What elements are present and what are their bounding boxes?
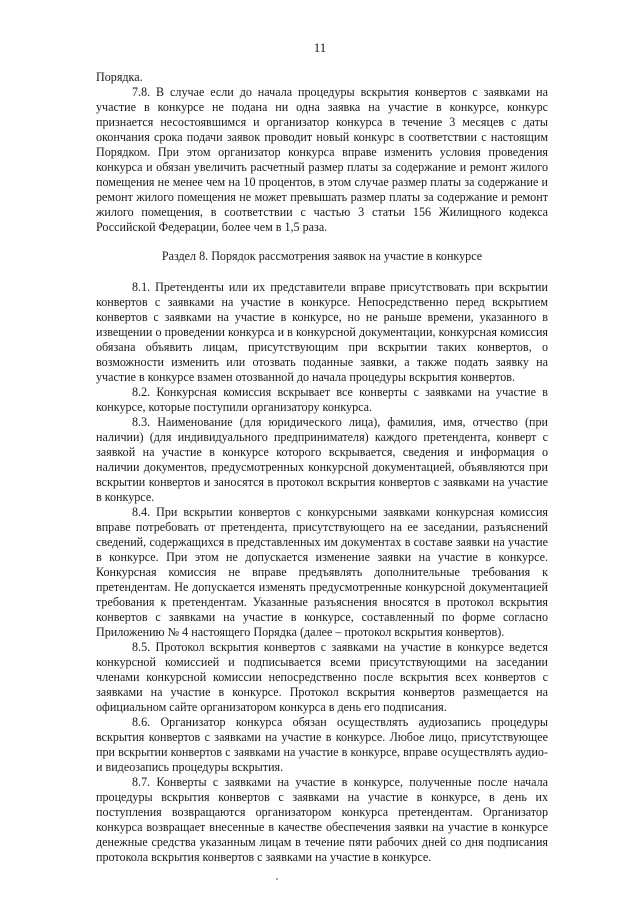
section-heading: Раздел 8. Порядок рассмотрения заявок на участие в конкурсе	[161, 249, 483, 263]
paragraph-8-4: 8.4. При вскрытии конвертов с конкурсными заявками конкурсная комиссия вправе потребовать от претендента, присутствующего на ее заседании, разъяснений сведений, содержащихся в представленных им документах в составе заявки на участие в конкурсе. При этом не допускается изменение заявки на участие в конкурсе. Конкурсная комиссия не вправе предъявлять дополнительные требования к претендентам. Не допускается изменять предусмотренные конкурсной документацией требования к претендентам. Указанные разъяснения вносятся в протокол вскрытия конвертов с заявками на участие в конкурсе, составленный по форме согласно Приложению № 4 настоящего Порядка (далее – протокол вскрытия конвертов).	[96, 505, 548, 639]
document-body	[96, 70, 548, 865]
paragraph-8-1: 8.1. Претенденты или их представители вправе присутствовать при вскрытии конвертов с заявками на участие в конкурсе. Непосредственно перед вскрытием конвертов с заявками на участие в конкурсе, но не раньше времени, указанного в извещении о проведении конкурса и в конкурсной документации, конкурсная комиссия обязана объявить лицам, присутствующим при вскрытии таких конвертов, о возможности изменить или отозвать поданные заявки, а также подать заявку на участие в конкурсе взамен отозванной до начала процедуры вскрытия конвертов.	[96, 280, 548, 384]
page-number: 11	[313, 40, 327, 55]
paragraph-8-2: 8.2. Конкурсная комиссия вскрывает все конверты с заявками на участие в конкурсе, которые поступили организатору конкурса.	[96, 385, 548, 414]
paragraph-8-6: 8.6. Организатор конкурса обязан осуществлять аудиозапись процедуры вскрытия конвертов с заявками на участие в конкурсе. Любое лицо, присутствующее при вскрытии конвертов с заявками на участие в конкурсе, вправе осуществлять аудио- и видеозапись процедуры вскрытия.	[96, 715, 548, 774]
paragraph-7-8: 7.8. В случае если до начала процедуры вскрытия конвертов с заявками на участие в конкурсе не подана ни одна заявка на участие в конкурсе, конкурс признается несостоявшимся и организатор конкурса в течение 3 месяцев с даты окончания срока подачи заявок проводит новый конкурс в соответствии с настоящим Порядком. При этом организатор конкурса вправе изменить условия проведения конкурса и обязан увеличить расчетный размер платы за содержание и ремонт жилого помещения не менее чем на 10 процентов, в этом случае размер платы за содержание и ремонт жилого помещения не может превышать размер платы за содержание и ремонт жилого помещения, в соответствии с частью 3 статьи 156 Жилищного кодекса Российской Федерации, более чем в 1,5 раза.	[96, 85, 548, 234]
scan-speck	[276, 878, 278, 880]
paragraph-continuation: Порядка.	[96, 70, 143, 84]
paragraph-8-3: 8.3. Наименование (для юридического лица), фамилия, имя, отчество (при наличии) (для индивидуального предпринимателя) каждого претендента, конверт с заявкой на участие в конкурсе которого вскрывается, сведения и информация о наличии документов, предусмотренных конкурсной документацией, объявляются при вскрытии конвертов и заносятся в протокол вскрытия конвертов с заявками на участие в конкурсе.	[96, 415, 548, 504]
paragraph-8-7: 8.7. Конверты с заявками на участие в конкурсе, полученные после начала процедуры вскрытия конвертов с заявками на участие в конкурсе, в день их поступления возвращаются организатором конкурса претендентам. Организатор конкурса возвращает внесенные в качестве обеспечения заявки на участие в конкурсе денежные средства указанным лицам в течение пяти рабочих дней со дня подписания протокола вскрытия конвертов с заявками на участие в конкурсе.	[96, 775, 548, 864]
paragraph-8-5: 8.5. Протокол вскрытия конвертов с заявками на участие в конкурсе ведется конкурсной комиссией и подписывается всеми присутствующими на заседании членами конкурсной комиссии непосредственно после вскрытия всех конвертов с заявками на участие в конкурсе. Протокол вскрытия конвертов размещается на официальном сайте организатором конкурса в день его подписания.	[96, 640, 548, 714]
